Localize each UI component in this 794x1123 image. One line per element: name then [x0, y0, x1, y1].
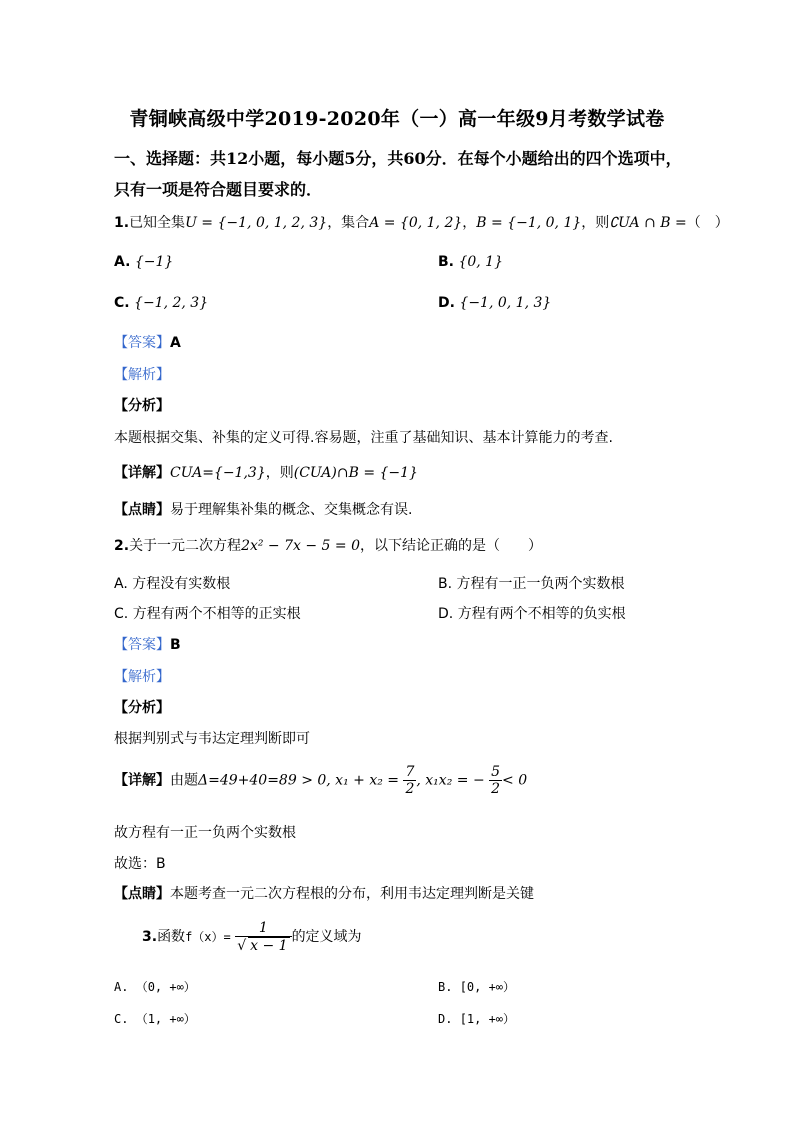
- comment-text: 本题考查一元二次方程根的分布，利用韦达定理判断是关键: [170, 886, 534, 902]
- question-3-stem: [142, 920, 362, 954]
- comment-text: 易于理解集补集的概念、交集概念有误.: [170, 502, 413, 518]
- question-number: 3.: [142, 929, 158, 945]
- answer-row: [114, 332, 181, 352]
- option-text: {−1, 2, 3}: [134, 295, 209, 311]
- analysis-label-text: 【解析】: [114, 367, 170, 383]
- analysis-label: [114, 364, 170, 384]
- comment-row: [114, 883, 534, 903]
- option-d[interactable]: [438, 295, 551, 311]
- fraction-7-2: [403, 764, 416, 797]
- analysis-label-text: 【解析】: [114, 669, 170, 685]
- option-letter: A.: [114, 980, 129, 994]
- question-text: ，: [462, 215, 477, 231]
- option-c[interactable]: [114, 603, 301, 623]
- answer-blank: （ ）: [686, 215, 729, 231]
- option-letter: B.: [438, 576, 453, 592]
- fraction-5-2: [489, 764, 502, 797]
- fraction-1-sqrt: [235, 920, 291, 954]
- question-text: 已知全集: [129, 215, 186, 231]
- option-d[interactable]: [438, 603, 626, 623]
- option-text: 方程有一正一负两个实数根: [456, 576, 625, 592]
- set-b: B = {−1, 0, 1}: [476, 215, 582, 231]
- option-letter: C.: [114, 295, 130, 311]
- question-number: 1.: [114, 215, 130, 231]
- section-heading-line1: 一、选择题：共12小题，每小题5分，共60分．在每个小题给出的四个选项中，: [114, 149, 682, 168]
- expression: ∁UA ∩ B =: [609, 215, 687, 231]
- fraction-numerator: 1: [235, 920, 291, 937]
- answer-row: [114, 634, 181, 654]
- question-2-stem: [114, 535, 542, 555]
- detail-math: CUA={−1,3}: [170, 465, 266, 481]
- equation: 2x² − 7x − 5 = 0: [241, 538, 360, 554]
- question-text: 的定义域为: [291, 929, 362, 945]
- detail-text: 由题: [170, 772, 198, 789]
- detail-label: 【详解】: [114, 772, 170, 789]
- question-1-stem: [114, 212, 729, 232]
- detail-math: , x₁x₂ = −: [416, 772, 485, 789]
- comment-label: 【点睛】: [114, 886, 170, 902]
- sqrt-radicand: x − 1: [250, 938, 288, 954]
- option-letter: D.: [438, 295, 455, 311]
- option-b[interactable]: [438, 978, 515, 995]
- option-text: {−1, 0, 1, 3}: [459, 295, 552, 311]
- option-letter: C.: [114, 606, 129, 622]
- analysis-label: [114, 666, 170, 686]
- detail-math: (CUA)∩B = {−1}: [293, 465, 418, 481]
- set-u: U = {−1, 0, 1, 2, 3}: [185, 215, 328, 231]
- answer-value: A: [170, 335, 181, 351]
- option-letter: A.: [114, 576, 128, 592]
- question-text: 函数: [157, 929, 186, 945]
- question-text: ，以下结论正确的是（ ）: [360, 538, 542, 554]
- option-c[interactable]: [114, 295, 208, 311]
- answer-value: B: [170, 637, 181, 653]
- question-text: ，集合: [327, 215, 370, 231]
- question-text: ，则: [581, 215, 610, 231]
- option-text: 方程没有实数根: [132, 576, 231, 592]
- option-a[interactable]: [114, 978, 196, 995]
- function-expression: f（x）=: [185, 930, 231, 944]
- answer-label: 【答案】: [114, 637, 170, 653]
- fenxi-text: 本题根据交集、补集的定义可得.容易题，注重了基础知识、基本计算能力的考查.: [114, 430, 613, 446]
- fraction-denominator: √ x − 1: [237, 938, 288, 954]
- fraction-numerator: 5: [491, 764, 501, 780]
- option-a[interactable]: [114, 254, 173, 270]
- detail-row: [114, 462, 418, 482]
- option-b[interactable]: [438, 573, 625, 593]
- option-text: （1, +∞）: [135, 1012, 196, 1026]
- question-text: 关于一元二次方程: [129, 538, 242, 554]
- option-letter: D.: [438, 606, 454, 622]
- detail-math: Δ=49+40=89 > 0, x₁ + x₂ =: [198, 772, 400, 789]
- question-number: 2.: [114, 538, 130, 554]
- option-text: 方程有两个不相等的正实根: [132, 606, 301, 622]
- detail-math: < 0: [502, 772, 528, 789]
- option-letter: A.: [114, 254, 131, 270]
- option-c[interactable]: [114, 1010, 196, 1027]
- option-text: [1, +∞）: [459, 1012, 516, 1026]
- option-a[interactable]: [114, 573, 230, 593]
- fraction-denominator: 2: [405, 781, 415, 797]
- option-letter: D.: [438, 1012, 453, 1026]
- detail-row: [114, 764, 527, 797]
- option-letter: B.: [438, 254, 454, 270]
- option-letter: B.: [438, 980, 453, 994]
- option-letter: C.: [114, 1012, 129, 1026]
- comment-row: [114, 499, 412, 519]
- page-title: 青铜峡高级中学2019-2020年（一）高一年级9月考数学试卷: [129, 108, 665, 130]
- fenxi-label: 【分析】: [114, 398, 170, 414]
- detail-label: 【详解】: [114, 465, 170, 481]
- comment-label: 【点睛】: [114, 502, 170, 518]
- conclusion-text: 故方程有一正一负两个实数根: [114, 825, 296, 841]
- answer-label: 【答案】: [114, 335, 170, 351]
- option-text: [0, +∞）: [459, 980, 516, 994]
- detail-text: ，则: [265, 465, 294, 481]
- option-text: {0, 1}: [458, 254, 503, 270]
- choose-text: 故选：B: [114, 856, 166, 872]
- fraction-numerator: 7: [405, 764, 415, 780]
- option-d[interactable]: [438, 1010, 515, 1027]
- option-text: 方程有两个不相等的负实根: [457, 606, 626, 622]
- option-text: {−1}: [134, 254, 174, 270]
- fenxi-label: 【分析】: [114, 700, 170, 716]
- set-a: A = {0, 1, 2}: [369, 215, 463, 231]
- fenxi-text: 根据判别式与韦达定理判断即可: [114, 731, 310, 747]
- section-heading-line2: 只有一项是符合题目要求的．: [114, 180, 323, 199]
- option-text: （0, +∞）: [135, 980, 196, 994]
- fraction-denominator: 2: [491, 781, 501, 797]
- option-b[interactable]: [438, 254, 503, 270]
